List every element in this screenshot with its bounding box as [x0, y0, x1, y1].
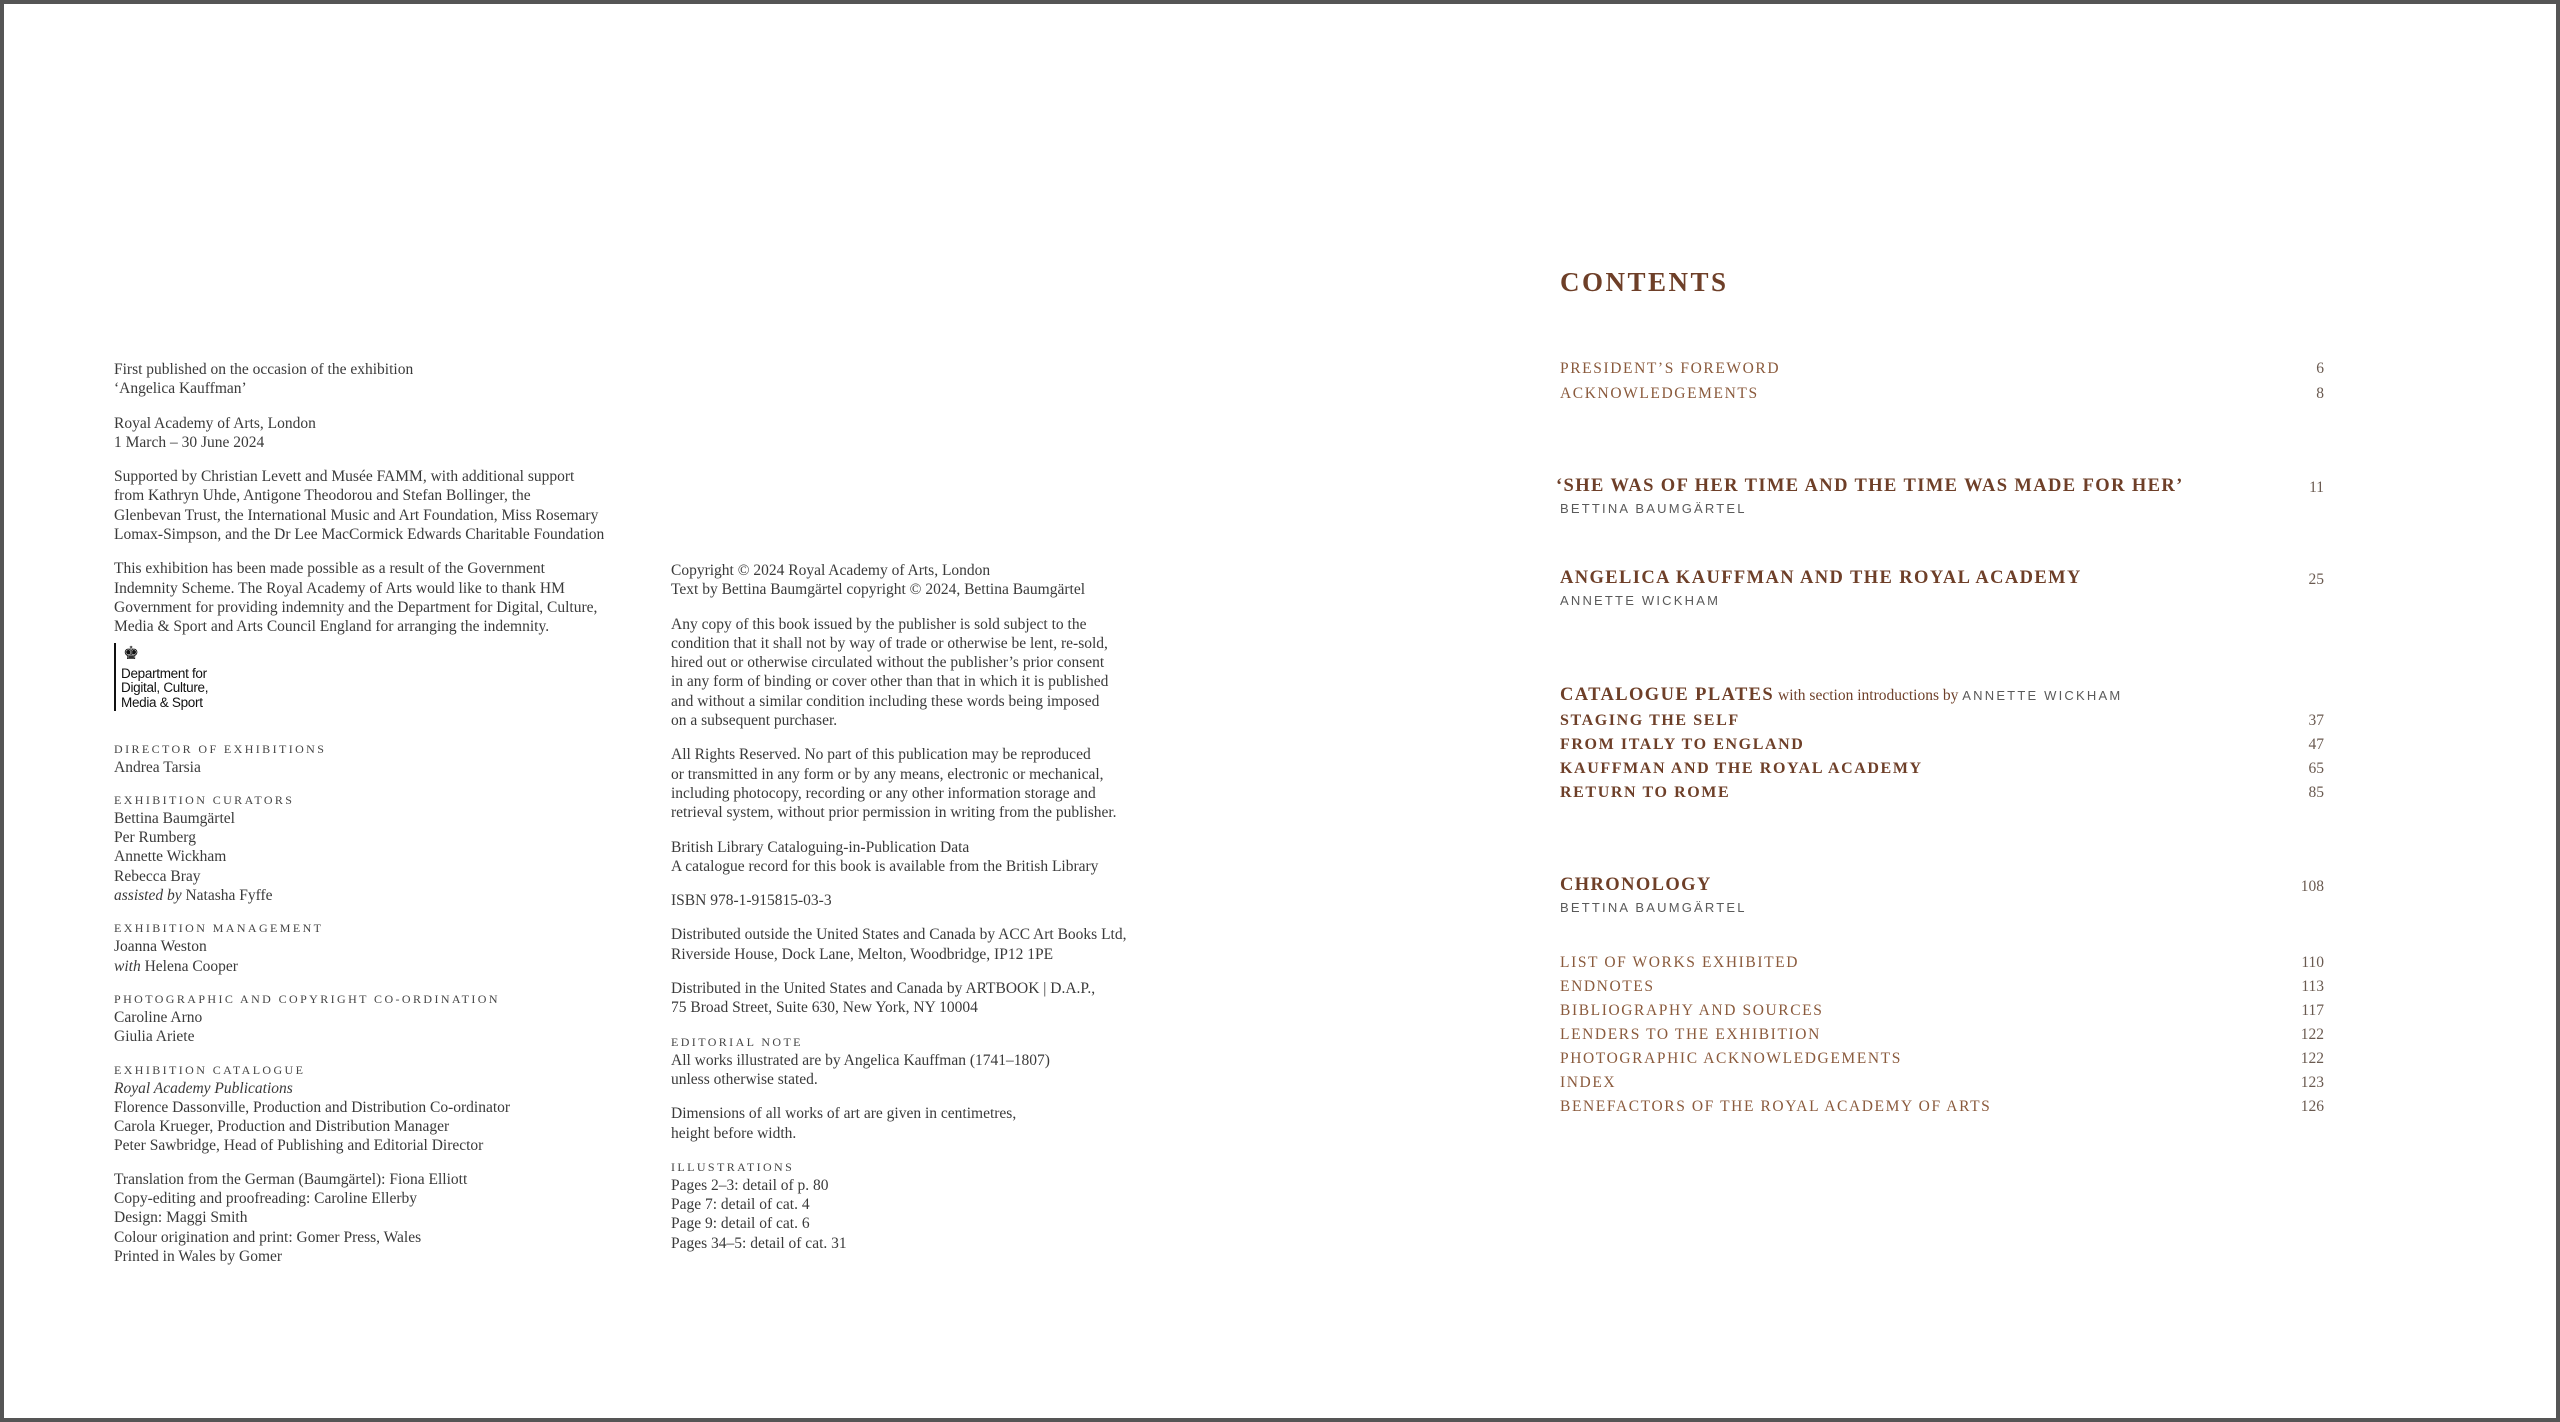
isbn: ISBN 978-1-915815-03-3 — [671, 892, 832, 910]
sale-condition: Any copy of this book issued by the publisher is sold subject to the condition that it shall not by way of trade or otherwise be lent, re-sold, hired out or otherwise circulated without the publisher’s prior consent in any form of binding or cover other than that in which it is published and without a similar condition including these words being imposed on a subsequent purchaser. — [671, 615, 1109, 730]
catalogue-section: EXHIBITION CATALOGUE Royal Academy Publications Florence Dassonville, Production and Distribution Co-ordinator Carola Krueger, Production and Distribution Manager Peter Sawbridge, Head of Publishing and Editorial Director — [114, 1062, 511, 1155]
book-spread — [4, 4, 2556, 1418]
support-note: Supported by Christian Levett and Musée FAMM, with additional support from Kathryn Uhde, Antigone Theodorou and Stefan Bollinger, the Glenbevan Trust, the International Music and Art Foundation, Miss Rosemary Lomax-Simpson, and the Dr Lee MacCormick Edwards Charitable Foundation — [114, 468, 605, 544]
photo-section: PHOTOGRAPHIC AND COPYRIGHT CO-ORDINATION Caroline Arno Giulia Ariete — [114, 991, 500, 1046]
toc-entry-essay-2[interactable]: ANGELICA KAUFFMAN AND THE ROYAL ACADEMY 25 ANNETTE WICKHAM — [1560, 568, 2324, 608]
toc-entry-back-4[interactable]: LENDERS TO THE EXHIBITION 122 — [1560, 1026, 2324, 1043]
indemnity-note: This exhibition has been made possible as a result of the Government Indemnity Scheme. The Royal Academy of Arts would like to thank HM Government for providing indemnity and the Department for Digital, Culture, Media & Sport and Arts Council England for arranging the indemnity. — [114, 560, 598, 636]
venue-dates: Royal Academy of Arts, London 1 March – 30 June 2024 — [114, 414, 316, 451]
director-section: DIRECTOR OF EXHIBITIONS Andrea Tarsia — [114, 741, 327, 776]
toc-entry-back-1[interactable]: LIST OF WORKS EXHIBITED 110 — [1560, 954, 2324, 971]
curators-section: EXHIBITION CURATORS Bettina Baumgärtel Per Rumberg Annette Wickham Rebecca Bray assisted by Natasha Fyffe — [114, 792, 295, 905]
rights-note: All Rights Reserved. No part of this publication may be reproduced or transmitted in any form or by any means, electronic or mechanical, including photocopy, recording or any other information storage and retrieval system, without prior permission in writing from the publisher. — [671, 746, 1117, 822]
toc-entry-foreword[interactable]: PRESIDENT’S FOREWORD 6 — [1560, 360, 2324, 377]
toc-entry-plates-3[interactable]: KAUFFMAN AND THE ROYAL ACADEMY 65 — [1560, 760, 2324, 777]
toc-entry-back-3[interactable]: BIBLIOGRAPHY AND SOURCES 117 — [1560, 1002, 2324, 1019]
dcms-logo — [114, 643, 654, 713]
contents-page — [1556, 266, 2324, 1115]
copyright-note: Copyright © 2024 Royal Academy of Arts, London Text by Bettina Baumgärtel copyright © 2024, Bettina Baumgärtel — [671, 562, 1086, 599]
imprint-column-right — [671, 561, 1191, 1267]
contents-title: CONTENTS — [1560, 267, 1729, 297]
distribution-outside-us: Distributed outside the United States and Canada by ACC Art Books Ltd, Riverside House, Dock Lane, Melton, Woodbridge, IP12 1PE — [671, 926, 1127, 963]
editorial-note: EDITORIAL NOTE All works illustrated are by Angelica Kauffman (1741–1807) unless otherwise stated. — [671, 1034, 1050, 1088]
cip-note: British Library Cataloguing-in-Publication Data A catalogue record for this book is available from the British Library — [671, 838, 1099, 875]
credits-section: Translation from the German (Baumgärtel): Fiona Elliott Copy-editing and proofreading: Caroline Ellerby Design: Maggi Smith Colour origination and print: Gomer Press, Wales Printed in Wales by Gomer — [114, 1170, 468, 1265]
dcms-logo-text: Department for Digital, Culture, Media & Sport — [121, 665, 209, 710]
toc-entry-plates-2[interactable]: FROM ITALY TO ENGLAND 47 — [1560, 736, 2324, 753]
dimensions-note: Dimensions of all works of art are given in centimetres, height before width. — [671, 1105, 1017, 1142]
logo-bar — [114, 643, 116, 711]
toc-entry-catalogue-plates[interactable]: CATALOGUE PLATES with section introductions by ANNETTE WICKHAM — [1560, 685, 2123, 705]
publication-note: First published on the occasion of the exhibition ‘Angelica Kauffman’ — [114, 361, 414, 398]
management-section: EXHIBITION MANAGEMENT Joanna Weston with Helena Cooper — [114, 921, 324, 975]
toc-entry-essay-1[interactable]: ‘SHE WAS OF HER TIME AND THE TIME WAS MADE FOR HER’ 11 BETTINA BAUMGÄRTEL — [1556, 476, 2324, 516]
royal-crest-icon: ♚ — [123, 642, 140, 663]
toc-entry-acknowledgements[interactable]: ACKNOWLEDGEMENTS 8 — [1560, 385, 2324, 402]
toc-entry-back-6[interactable]: INDEX 123 — [1560, 1074, 2324, 1091]
imprint-column-left — [114, 360, 654, 1280]
toc-entry-plates-4[interactable]: RETURN TO ROME 85 — [1560, 784, 2324, 801]
toc-entry-plates-1[interactable]: STAGING THE SELF 37 — [1560, 712, 2324, 729]
toc-entry-back-7[interactable]: BENEFACTORS OF THE ROYAL ACADEMY OF ARTS 126 — [1560, 1098, 2324, 1115]
toc-entry-chronology[interactable]: CHRONOLOGY 108 BETTINA BAUMGÄRTEL — [1560, 875, 2324, 915]
toc-entry-back-5[interactable]: PHOTOGRAPHIC ACKNOWLEDGEMENTS 122 — [1560, 1050, 2324, 1067]
illustrations-note: ILLUSTRATIONS Pages 2–3: detail of p. 80 Page 7: detail of cat. 4 Page 9: detail of cat. 6 Pages 34–5: detail of cat. 31 — [671, 1159, 847, 1252]
toc-entry-back-2[interactable]: ENDNOTES 113 — [1560, 978, 2324, 995]
distribution-us: Distributed in the United States and Canada by ARTBOOK | D.A.P., 75 Broad Street, Suite 630, New York, NY 10004 — [671, 980, 1096, 1017]
